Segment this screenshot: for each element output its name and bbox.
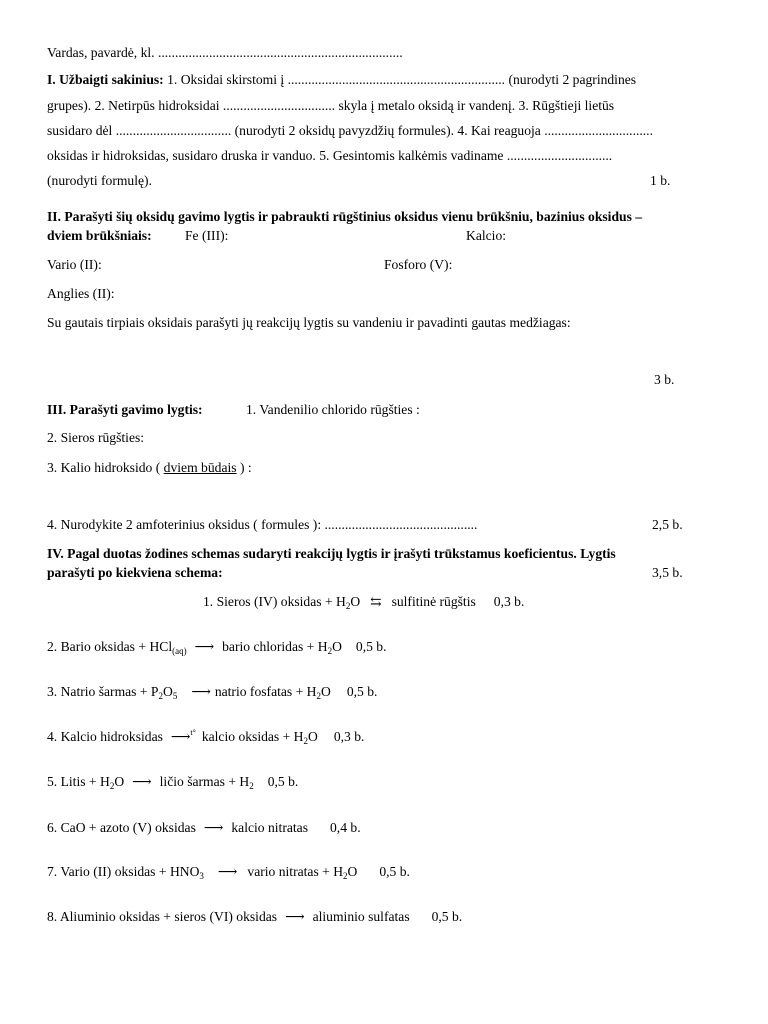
section-2-title-1: II. Parašyti šių oksidų gavimo lygtis ir pabraukti rūgštinius oksidus vienu brūkšniu, bazinius oksidus – [47,209,643,224]
equation-2-points: 0,5 b. [355,639,387,654]
section-4-title-2: parašyti po kiekviena schema: [47,565,223,580]
section-1-text-1: 1. Oksidai skirstomi į ................................................................ (nurodyti 2 pagrindines [163,72,637,87]
item-3-underlined: dviem būdais [163,460,237,475]
section-2-title-line-2 [47,228,152,244]
section-3-points: 2,5 b. [652,517,683,532]
item-3-text-b: ) : [236,460,252,475]
section-1-title: I. Užbaigti sakinius: [47,72,164,87]
equation-2: 2. Bario oksidas + HCl$_{(aq)}$ ⟶ bario chloridas + $H_2O$ 0,5 b. [47,639,387,656]
fe-label: Fe (III): [185,228,229,243]
section-4-title-line-1 [47,546,616,562]
equation-8-points: 0,5 b. [431,909,463,924]
section-4-title-line-2 [47,565,223,581]
anglies-label: Anglies (II): [47,286,115,301]
section-1-points: 1 b. [650,173,671,188]
heat-label: t° [190,728,196,737]
arrow-icon: ⟶ [191,684,211,699]
arrow-icon: ⟶ [285,909,305,924]
vario-label: Vario (II): [47,257,102,272]
arrow-icon: ⟶ [217,864,238,879]
equilibrium-arrow-icon: ⇆ [370,594,382,609]
equation-7: 7. Vario (II) oksidas + $HNO_3$ ⟶ vario nitratas + $H_2O$ 0,5 b. [47,864,410,881]
equation-3: 3. Natrio šarmas + $P_2O_5$ ⟶ natrio fosfatas + $H_2O$ 0,5 b. [47,684,378,701]
section-2-instruction: Su gautais tirpiais oksidais parašyti jų reakcijų lygtis su vandeniu ir pavadinti gautas medžiagas: [47,315,571,330]
section-1-line-2: grupes). 2. Netirpūs hidroksidai ................................. skyla į metalo oksidą ir vandenį. 3. Rūgštieji lietūs [47,98,615,113]
section-1-line-1 [47,72,636,88]
equation-6-points: 0,4 b. [330,820,361,835]
fosforo-label: Fosforo (V): [384,257,453,272]
section-3-item-1: 1. Vandenilio chlorido rūgšties : [246,402,420,417]
section-1-line-3: susidaro dėl .................................. (nurodyti 2 oksidų pavyzdžių formules). 4. Kai reaguoja ................................ [47,123,653,138]
equation-1: 1. Sieros (IV) oksidas + $H_2O$ ⇆ sulfitinė rūgštis 0,3 b. [203,594,525,611]
equation-6: 6. CaO + azoto (V) oksidas ⟶ kalcio nitratas 0,4 b. [47,820,361,835]
arrow-icon: ⟶ [132,774,152,789]
section-1-line-4: oksidas ir hidroksidas, susidaro druska ir vanduo. 5. Gesintomis kalkėmis vadiname ............................... [47,148,613,163]
section-3-item-3 [47,460,252,476]
section-4-title-1: IV. Pagal duotas žodines schemas sudaryti reakcijų lygtis ir įrašyti trūkstamus koeficientus. Lygtis [47,546,616,561]
arrow-icon: ⟶ [203,820,224,835]
equation-8: 8. Aliuminio oksidas + sieros (VI) oksidas ⟶ aliuminio sulfatas 0,5 b. [47,909,463,924]
section-2-points: 3 b. [654,372,675,387]
equation-4-points: 0,3 b. [333,729,365,744]
arrow-icon: ⟶ [194,639,215,654]
item-3-text-a: 3. Kalio hidroksido ( [47,460,164,475]
equation-4: 4. Kalcio hidroksidas ⟶$^{t^\circ}$ kalcio oksidas + $H_2O$ 0,3 b. [47,728,365,746]
equation-5: 5. Litis + $H_2O$ ⟶ ličio šarmas + $H_2$ 0,5 b. [47,774,299,791]
equation-5-points: 0,5 b. [267,774,299,789]
section-1-line-5: (nurodyti formulę). [47,173,152,188]
equation-7-points: 0,5 b. [379,864,410,879]
arrow-icon: ⟶ [170,729,191,744]
section-3-title: III. Parašyti gavimo lygtis: [47,402,203,417]
section-4-points: 3,5 b. [652,565,683,580]
equation-3-points: 0,5 b. [346,684,378,699]
section-2-title-line-1 [47,209,642,225]
section-2-title-2: dviem brūkšniais: [47,228,152,243]
section-3-item-2: 2. Sieros rūgšties: [47,430,145,445]
section-3-line-1 [47,402,203,418]
kalcio-label: Kalcio: [466,228,507,243]
name-line: Vardas, pavardė, kl. ........................................................................ [47,45,403,60]
equation-1-points: 0,3 b. [493,594,525,609]
section-3-item-4: 4. Nurodykite 2 amfoterinius oksidus ( formules ): ............................................. [47,517,478,532]
